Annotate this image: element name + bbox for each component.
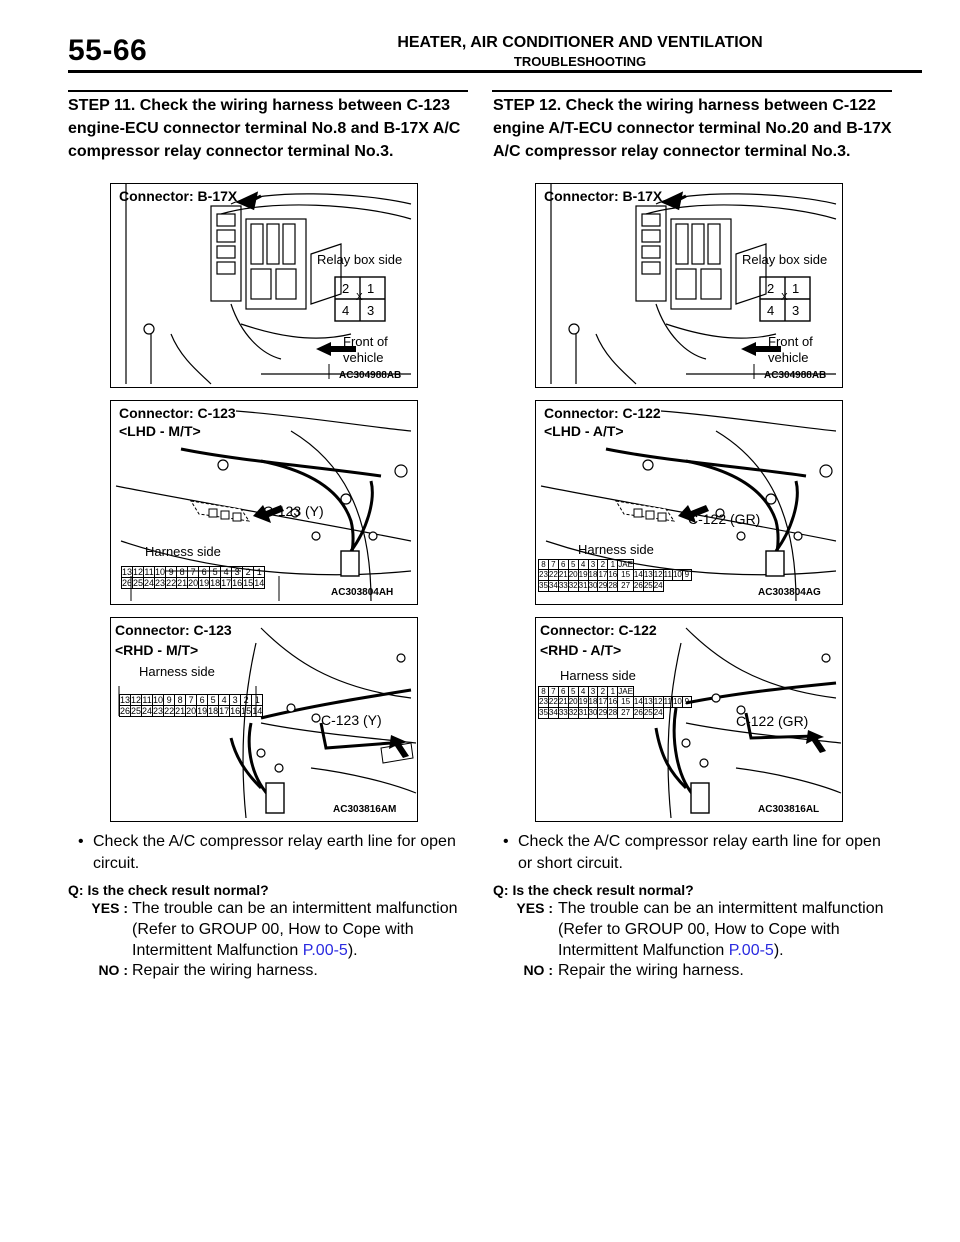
callout-label: C-123 (Y) <box>321 712 382 728</box>
pin-cell: 21 <box>175 706 186 716</box>
pin-2: 2 <box>342 281 350 296</box>
pin-cell: 14 <box>252 706 263 716</box>
pin-cell: 4 <box>578 687 588 697</box>
variant-label: <RHD - M/T> <box>115 642 199 658</box>
pin-cell: 2 <box>241 695 252 706</box>
pin-cell: 14 <box>633 697 643 706</box>
pin-cell: 25 <box>643 708 653 717</box>
figure-code: AC303804AG <box>758 587 821 598</box>
bullet-text: Check the A/C compressor relay earth line for open circuit. <box>93 833 456 872</box>
reference-link[interactable]: P.00-5 <box>302 942 348 959</box>
pin-cell: 33 <box>558 581 568 590</box>
figure-code: AC303816AM <box>333 804 397 815</box>
step-12-title: STEP 12. Check the wiring harness between C-122 engine A/T-ECU connector terminal No.20 and B-17X A/C compressor relay connector terminal No.3. <box>493 97 892 160</box>
pin-cell: 21 <box>558 697 568 706</box>
front-label: Front of <box>768 334 813 349</box>
page-number: 55-66 <box>68 34 148 67</box>
figure-code: AC303816AL <box>758 804 820 815</box>
pin-cell: 28 <box>608 581 618 590</box>
connector-pinout <box>538 559 692 592</box>
pin-cell: 17 <box>598 570 608 579</box>
pin-cell: 12 <box>653 570 663 579</box>
yes-label: YES : <box>516 900 553 916</box>
front-label: Front of <box>343 334 388 349</box>
connector-label: Connector: C-122 <box>544 405 661 421</box>
pin-row <box>539 687 692 697</box>
pin-cell: 2 <box>243 567 254 578</box>
pin-cell: 17 <box>598 697 608 706</box>
pin-cell: 4 <box>221 567 232 578</box>
pin-cell: 24 <box>144 578 155 588</box>
pin-cell: 22 <box>548 697 558 706</box>
figure-b17x-relay-right <box>535 183 843 388</box>
pin-cell: 32 <box>568 708 578 717</box>
pin-cell: 25 <box>133 578 144 588</box>
pin-cell: 30 <box>588 708 598 717</box>
pin-3: 3 <box>792 303 800 318</box>
pin-cell: 24 <box>142 706 153 716</box>
pin-cell: 9 <box>166 567 177 578</box>
pin-cell: 13 <box>120 695 131 705</box>
vehicle-label: vehicle <box>768 350 809 365</box>
pin-cell: 17 <box>219 706 230 716</box>
reference-link[interactable]: P.00-5 <box>728 942 774 959</box>
pin-cell: 6 <box>558 687 568 697</box>
bullet-text: Check the A/C compressor relay earth line for open or short circuit. <box>518 833 881 872</box>
pin-cell: 15 <box>241 706 252 716</box>
pin-row <box>539 570 692 581</box>
pin-cell: 6 <box>197 695 208 706</box>
pin-cell: 14 <box>254 578 265 588</box>
pin-cell: 8 <box>539 687 549 697</box>
pin-cell: 1 <box>254 567 265 578</box>
pin-cell: 6 <box>199 567 210 578</box>
pin-cell: 23 <box>539 570 548 579</box>
pin-cell: 11 <box>663 697 672 706</box>
connector-pinout <box>538 686 692 719</box>
pin-cell: 23 <box>153 706 164 716</box>
question: Q: Is the check result normal? <box>493 882 694 898</box>
pin-cell: 23 <box>155 578 166 588</box>
connector-label: Connector: C-122 <box>540 622 657 638</box>
pin-cell: 22 <box>164 706 175 716</box>
connector-label: Connector: B-17X <box>119 188 238 204</box>
pin-cell: 20 <box>186 706 197 716</box>
pin-cell: 15 <box>243 578 254 588</box>
pin-row <box>539 697 692 708</box>
pin-cell: 11 <box>663 570 672 579</box>
pin-cell: 24 <box>653 708 663 717</box>
pin-cell: 1 <box>252 695 263 706</box>
pin-cell: 3 <box>588 687 598 697</box>
pin-cell: 5 <box>568 687 578 697</box>
pin-cell: 12 <box>131 695 142 705</box>
pin-cell: 7 <box>548 687 558 697</box>
yes-text: The trouble can be an intermittent malfunction (Refer to GROUP 00, How to Cope with Intermittent Malfunction P.00-5). <box>132 900 458 959</box>
pin-cell: 12 <box>133 567 144 577</box>
pin-cell: 3 <box>230 695 241 706</box>
pin-4: 4 <box>767 303 775 318</box>
pin-cell: 31 <box>578 708 588 717</box>
pin-cell: 33 <box>558 708 568 717</box>
pin-cell: 10 <box>155 567 166 577</box>
pin-cell: 10 <box>672 570 682 579</box>
pin-grid <box>538 686 692 719</box>
pin-cell: 27 <box>618 581 634 592</box>
pin-cell: JAE <box>618 687 633 696</box>
pin-cell: 1 <box>608 687 618 697</box>
pin-cell: 10 <box>153 695 164 705</box>
pin-row <box>539 708 692 719</box>
callout-label: C-123 (Y) <box>263 503 324 519</box>
pin-cell: 2 <box>598 687 608 697</box>
pin-grid <box>119 694 263 717</box>
pin-cell: 9 <box>164 695 175 706</box>
harness-side-label: Harness side <box>560 668 636 683</box>
pin-cell: 6 <box>558 560 568 570</box>
pin-cell: 7 <box>548 560 558 570</box>
pin-cell: 8 <box>177 567 188 578</box>
harness-side-label: Harness side <box>145 544 221 559</box>
pin-cell: 3 <box>232 567 243 578</box>
pin-cell: 25 <box>131 706 142 716</box>
pin-cell: 4 <box>578 560 588 570</box>
pin-cell: 21 <box>177 578 188 588</box>
pin-row <box>122 567 265 578</box>
connector-pinout <box>121 566 265 589</box>
no-text: Repair the wiring harness. <box>558 962 744 979</box>
pin-row <box>539 581 692 592</box>
connector-label: Connector: C-123 <box>119 405 236 421</box>
pin-cell: 17 <box>221 578 232 588</box>
figure-c122-lhd <box>535 400 843 605</box>
pin-row <box>120 706 263 717</box>
pin-cell: 26 <box>633 581 643 590</box>
pin-cell: 2 <box>598 560 608 570</box>
pin-3: 3 <box>367 303 375 318</box>
pin-cell: 32 <box>568 581 578 590</box>
pin-cell: 11 <box>144 567 154 577</box>
pin-4: 4 <box>342 303 350 318</box>
relay-box-side-label: Relay box side <box>742 252 828 267</box>
pin-cell: 15 <box>618 570 634 581</box>
pin-cell: 22 <box>166 578 177 588</box>
harness-side-label: Harness side <box>139 664 215 679</box>
pin-cell: 14 <box>633 570 643 579</box>
pin-cell: 34 <box>548 581 558 590</box>
pin-cell: 20 <box>568 570 578 579</box>
figure-code: AC303804AH <box>331 587 394 598</box>
figure-code: AC304988AB <box>764 370 827 381</box>
connector-label: Connector: C-123 <box>115 622 232 638</box>
pin-cell: 7 <box>186 695 197 706</box>
bullet-dot: • <box>78 833 84 850</box>
pin-grid <box>538 559 692 592</box>
bullet-dot: • <box>503 833 509 850</box>
pin-cell: 9 <box>682 697 691 708</box>
pin-cell: 27 <box>618 708 634 719</box>
pin-cell: 26 <box>120 706 131 716</box>
pin-cell: 18 <box>588 570 598 579</box>
pin-cell: 18 <box>210 578 221 588</box>
pin-cell: 13 <box>643 570 653 579</box>
pin-cell: 24 <box>653 581 663 590</box>
pin-cell: 23 <box>539 697 548 706</box>
vehicle-label: vehicle <box>343 350 384 365</box>
pin-row <box>122 578 265 589</box>
connector-mark: X <box>356 292 363 303</box>
question: Q: Is the check result normal? <box>68 882 269 898</box>
pin-cell: 35 <box>539 708 548 717</box>
pin-cell: 15 <box>618 697 634 708</box>
pin-cell: 28 <box>608 708 618 717</box>
pin-cell: 5 <box>208 695 219 706</box>
section-title: HEATER, AIR CONDITIONER AND VENTILATION <box>397 34 763 51</box>
pin-cell: 25 <box>643 581 653 590</box>
step-11-title: STEP 11. Check the wiring harness between C-123 engine-ECU connector terminal No.8 and B-17X A/C compressor relay connector terminal No.3. <box>68 97 461 160</box>
pin-row <box>539 560 692 570</box>
pin-cell: 19 <box>578 570 588 579</box>
pin-cell: 29 <box>598 708 608 717</box>
pin-cell: 22 <box>548 570 558 579</box>
pin-cell: 1 <box>608 560 618 570</box>
pin-cell: 16 <box>230 706 241 716</box>
pin-cell: 18 <box>208 706 219 716</box>
variant-label: <LHD - M/T> <box>119 423 201 439</box>
figure-c123-rhd <box>110 617 418 822</box>
pin-cell: 34 <box>548 708 558 717</box>
connector-pinout <box>119 694 263 717</box>
pin-row <box>120 695 263 706</box>
pin-cell: 16 <box>608 697 618 706</box>
harness-side-label: Harness side <box>578 542 654 557</box>
yes-text: The trouble can be an intermittent malfunction (Refer to GROUP 00, How to Cope with Intermittent Malfunction P.00-5). <box>558 900 884 959</box>
figure-c123-lhd <box>110 400 418 605</box>
pin-cell: 13 <box>643 697 653 706</box>
pin-cell: 5 <box>210 567 221 578</box>
figure-code: AC304988AB <box>339 370 402 381</box>
pin-cell: 10 <box>672 697 682 706</box>
pin-cell: 12 <box>653 697 663 706</box>
pin-cell: 16 <box>232 578 243 588</box>
left-column-rule <box>68 90 468 92</box>
yes-label: YES : <box>91 900 128 916</box>
pin-cell: 26 <box>122 578 133 588</box>
pin-cell: 8 <box>539 560 549 570</box>
pin-cell: 9 <box>682 570 691 581</box>
figure-c122-rhd <box>535 617 843 822</box>
pin-cell: 11 <box>142 695 152 705</box>
pin-cell: 13 <box>122 567 133 577</box>
pin-cell: JAE <box>618 560 633 569</box>
pin-cell: 19 <box>199 578 210 588</box>
figure-b17x-relay-left <box>110 183 418 388</box>
subsection-title: TROUBLESHOOTING <box>513 54 647 69</box>
pin-cell: 31 <box>578 581 588 590</box>
callout-label: C-122 (GR) <box>688 511 761 527</box>
pin-cell: 18 <box>588 697 598 706</box>
pin-cell: 19 <box>578 697 588 706</box>
pin-cell: 20 <box>188 578 199 588</box>
pin-cell: 30 <box>588 581 598 590</box>
pin-cell: 26 <box>633 708 643 717</box>
pin-cell: 3 <box>588 560 598 570</box>
pin-1: 1 <box>367 281 375 296</box>
pin-cell: 4 <box>219 695 230 706</box>
no-label: NO : <box>523 962 553 978</box>
relay-box-side-label: Relay box side <box>317 252 403 267</box>
right-column-rule <box>492 90 892 92</box>
variant-label: <LHD - A/T> <box>544 423 624 439</box>
pin-grid <box>121 566 265 589</box>
pin-cell: 29 <box>598 581 608 590</box>
pin-cell: 21 <box>558 570 568 579</box>
pin-cell: 20 <box>568 697 578 706</box>
connector-label: Connector: B-17X <box>544 188 663 204</box>
variant-label: <RHD - A/T> <box>540 642 622 658</box>
no-text: Repair the wiring harness. <box>132 962 318 979</box>
callout-label: C-122 (GR) <box>736 713 809 729</box>
pin-cell: 8 <box>175 695 186 706</box>
no-label: NO : <box>98 962 128 978</box>
pin-1: 1 <box>792 281 800 296</box>
header-rule <box>68 70 922 73</box>
pin-cell: 7 <box>188 567 199 578</box>
pin-cell: 35 <box>539 581 548 590</box>
pin-2: 2 <box>767 281 775 296</box>
pin-cell: 19 <box>197 706 208 716</box>
pin-cell: 16 <box>608 570 618 579</box>
connector-mark: X <box>781 292 788 303</box>
pin-cell: 5 <box>568 560 578 570</box>
